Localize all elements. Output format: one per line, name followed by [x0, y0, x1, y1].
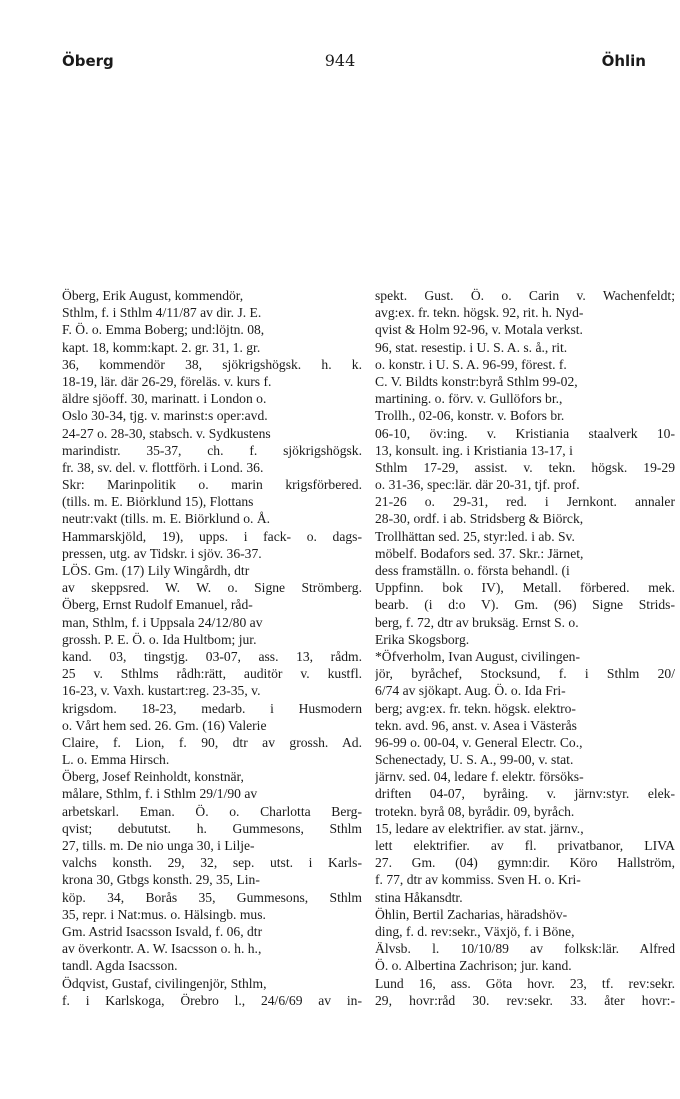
- text-line: Öberg, Erik August, kommendör,: [62, 288, 244, 303]
- right-column: [375, 287, 675, 1009]
- text-line: tandl. Agda Isacsson.: [62, 958, 178, 974]
- text-line: trotekn. byrå 08, byrådir. 09, byråch.: [375, 803, 575, 819]
- text-line: möbelf. Bodafors sed. 37. Skr.: Järnet,: [375, 545, 584, 561]
- text-line: fr. 38, sv. del. v. flottförh. i Lond. 36.: [62, 459, 264, 475]
- text-line: qvist & Holm 92-96, v. Motala verkst.: [375, 322, 583, 338]
- text-line: Claire, f. Lion, f. 90, dtr av grossh. Ad.: [62, 734, 362, 750]
- text-line: 15, ledare av elektrifier. av stat. järnv.,: [375, 820, 584, 836]
- text-line: äldre sjöoff. 30, marinatt. i London o.: [62, 391, 267, 407]
- text-line: berg, f. 72, dtr av bruksäg. Ernst S. o.: [375, 614, 579, 630]
- text-line: 13, konsult. ing. i Kristiania 13-17, i: [375, 442, 573, 458]
- text-line: 36, kommendör 38, sjökrigshögsk. h. k.: [62, 356, 362, 372]
- text-line: Lund 16, ass. Göta hovr. 23, tf. rev:sekr.: [375, 975, 675, 991]
- page-number: 944: [324, 51, 356, 70]
- text-line: f. i Karlskoga, Örebro l., 24/6/69 av in-: [62, 992, 362, 1008]
- text-line: 27, tills. m. De nio unga 30, i Lilje-: [62, 838, 255, 853]
- text-line: kand. 03, tingstjg. 03-07, ass. 13, rådm.: [62, 648, 362, 664]
- text-line: köp. 34, Borås 35, Gummesons, Sthlm: [62, 889, 362, 905]
- text-line: Öberg, Ernst Rudolf Emanuel, råd-: [62, 597, 253, 613]
- running-head-right: Öhlin: [601, 52, 646, 70]
- text-line: krona 30, Gtbgs konsth. 29, 35, Lin-: [62, 872, 260, 888]
- text-line: 16-23, v. Vaxh. kustart:reg. 23-35, v.: [62, 683, 261, 699]
- text-line: kapt. 18, komm:kapt. 2. gr. 31, 1. gr.: [62, 339, 261, 355]
- text-line: Sthlm, f. i Sthlm 4/11/87 av dir. J. E.: [62, 305, 262, 321]
- text-line: 35, repr. i Nat:mus. o. Hälsingb. mus.: [62, 906, 266, 922]
- text-line: Skr: Marinpolitik o. marin krigsförbered.: [62, 477, 362, 493]
- text-line: F. Ö. o. Emma Boberg; und:löjtn. 08,: [62, 322, 265, 338]
- text-line: järnv. sed. 04, ledare f. elektr. försöks-: [375, 769, 584, 785]
- text-line: qvist; debututst. h. Gummesons, Sthlm: [62, 820, 362, 836]
- text-line: arbetskarl. Eman. Ö. o. Charlotta Berg-: [62, 803, 362, 819]
- text-line: Trollhättan sed. 25, styr:led. i ab. Sv.: [375, 528, 575, 544]
- text-line: krigsdom. 18-23, medarb. i Husmodern: [62, 700, 362, 716]
- text-line: Gm. Astrid Isacsson Isvald, f. 06, dtr: [62, 923, 263, 939]
- text-line: 29, hovr:råd 30. rev:sekr. 33. åter hovr:-: [375, 992, 675, 1008]
- text-line: Sthlm 17-29, assist. v. tekn. högsk. 19-29: [375, 459, 675, 475]
- text-line: martining. o. förv. v. Gullöfors br.,: [375, 391, 563, 407]
- text-line: jör, byråchef, Stocksund, f. i Sthlm 20/: [375, 666, 675, 682]
- text-line: lett elektrifier. av fl. privatbanor, LIVA: [375, 838, 675, 853]
- text-line: 96, stat. resestip. i U. S. A. s. å., rit.: [375, 339, 568, 355]
- text-line: LÖS. Gm. (17) Lily Wingårdh, dtr: [62, 563, 250, 578]
- text-line: spekt. Gust. Ö. o. Carin v. Wachenfeldt;: [375, 288, 675, 303]
- text-line: valchs konsth. 29, 32, sep. utst. i Karls-: [62, 855, 362, 871]
- text-line: man, Sthlm, f. i Uppsala 24/12/80 av: [62, 614, 263, 630]
- text-line: Erika Skogsborg.: [375, 631, 470, 647]
- text-line: tekn. avd. 96, anst. v. Asea i Västerås: [375, 717, 577, 733]
- running-head-left: Öberg: [62, 52, 114, 70]
- text-line: Öhlin, Bertil Zacharias, häradshöv-: [375, 906, 568, 922]
- text-line: C. V. Bildts konstr:byrå Sthlm 99-02,: [375, 373, 578, 389]
- text-line: 27. Gm. (04) gymn:dir. Köro Hallström,: [375, 855, 675, 871]
- text-line: stina Håkansdtr.: [375, 889, 463, 905]
- text-line: 25 v. Sthlms rådh:rätt, auditör v. kustfl.: [62, 666, 362, 682]
- text-line: o. 31-36, spec:lär. där 20-31, tjf. prof.: [375, 477, 580, 493]
- text-line: avg:ex. fr. tekn. högsk. 92, rit. h. Nyd-: [375, 305, 584, 321]
- text-line: 24-27 o. 28-30, stabsch. v. Sydkustens: [62, 425, 271, 441]
- text-line: o. Vårt hem sed. 26. Gm. (16) Valerie: [62, 717, 267, 733]
- text-line: Schenectady, U. S. A., 99-00, v. stat.: [375, 752, 574, 768]
- text-line: Älvsb. l. 10/10/89 av folksk:lär. Alfred: [375, 941, 675, 957]
- text-line: ding, f. d. rev:sekr., Växjö, f. i Böne,: [375, 923, 575, 939]
- text-line: L. o. Emma Hirsch.: [62, 752, 170, 768]
- text-line: Uppfinn. bok IV), Metall. förbered. mek.: [375, 580, 675, 596]
- text-line: o. konstr. i U. S. A. 96-99, förest. f.: [375, 356, 567, 372]
- text-line: Ödqvist, Gustaf, civilingenjör, Sthlm,: [62, 975, 267, 991]
- text-line: f. 77, dtr av kommiss. Sven H. o. Kri-: [375, 872, 581, 888]
- text-line: Ö. o. Albertina Zachrison; jur. kand.: [375, 958, 572, 974]
- text-line: 21-26 o. 29-31, red. i Jernkont. annaler: [375, 494, 675, 510]
- text-line: berg; avg:ex. fr. tekn. högsk. elektro-: [375, 700, 576, 716]
- text-line: bearb. (i d:o V). Gm. (96) Signe Strids-: [375, 597, 675, 613]
- text-line: 18-19, lär. där 26-29, föreläs. v. kurs f.: [62, 373, 272, 389]
- text-line: 28-30, ordf. i ab. Stridsberg & Biörck,: [375, 511, 584, 527]
- text-line: neutr:vakt (tills. m. E. Biörklund o. Å.: [62, 511, 271, 527]
- text-line: 06-10, öv:ing. v. Kristiania staalverk 10-: [375, 425, 675, 441]
- text-line: 96-99 o. 00-04, v. General Electr. Co.,: [375, 734, 583, 750]
- text-line: av överkontr. A. W. Isacsson o. h. h.,: [62, 941, 262, 957]
- text-line: grossh. P. E. Ö. o. Ida Hultbom; jur.: [62, 631, 257, 647]
- text-line: av skeppsred. W. W. o. Signe Strömberg.: [62, 580, 362, 596]
- text-line: dess framställn. o. första behandl. (i: [375, 563, 570, 578]
- text-line: Öberg, Josef Reinholdt, konstnär,: [62, 769, 244, 785]
- text-line: (tills. m. E. Biörklund 15), Flottans: [62, 494, 254, 510]
- text-line: Hammarskjöld, 19), upps. i fack- o. dags-: [62, 528, 362, 544]
- text-line: Oslo 30-34, tjg. v. marinst:s oper:avd.: [62, 408, 268, 424]
- text-line: pressen, utg. av Tidskr. i sjöv. 36-37.: [62, 545, 262, 561]
- text-line: 6/74 av sjökapt. Aug. Ö. o. Ida Fri-: [375, 683, 566, 699]
- text-line: marindistr. 35-37, ch. f. sjökrigshögsk.: [62, 442, 362, 458]
- text-line: målare, Sthlm, f. i Sthlm 29/1/90 av: [62, 786, 258, 802]
- left-column: [62, 287, 362, 1009]
- text-line: Trollh., 02-06, konstr. v. Bofors br.: [375, 408, 565, 424]
- text-line: *Öfverholm, Ivan August, civilingen-: [375, 648, 581, 664]
- text-line: driften 04-07, byråing. v. järnv:styr. elek-: [375, 786, 675, 802]
